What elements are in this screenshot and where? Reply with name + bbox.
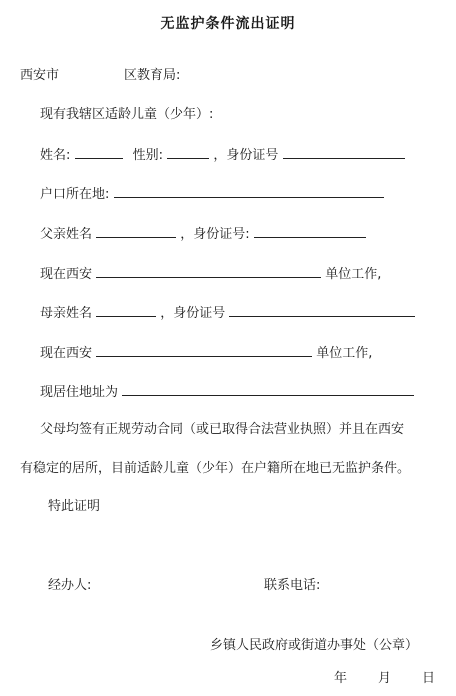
father-work-suffix: 单位工作, (325, 267, 382, 282)
father-id-label: ，身份证号: (180, 227, 250, 242)
date-day: 日 (422, 671, 436, 686)
hukou-label: 户口所在地: (40, 187, 110, 202)
handler-label: 经办人: (48, 578, 92, 593)
father-id-blank (254, 225, 366, 238)
addressee-city: 西安市 (20, 68, 60, 83)
mother-name-label: 母亲姓名 (40, 306, 93, 321)
gender-label: 性别: (132, 148, 164, 163)
child-id-label: ，身份证号 (213, 148, 279, 163)
mother-id-blank (229, 304, 415, 317)
father-row (40, 225, 366, 243)
date-month: 月 (378, 671, 392, 686)
mother-name-blank (96, 304, 156, 317)
hukou-row (40, 185, 384, 203)
residence-label: 现居住地址为 (40, 385, 119, 400)
addressee-bureau: 区教育局: (124, 68, 181, 83)
residence-blank (122, 383, 414, 396)
hukou-blank (114, 185, 384, 198)
certify-text: 特此证明 (48, 499, 101, 514)
body-line-2: 有稳定的居所，目前适龄儿童（少年）在户籍所在地已无监护条件。 (20, 461, 411, 476)
issuer-seal-label: 乡镇人民政府或街道办事处（公章） (210, 638, 419, 653)
document-title: 无监护条件流出证明 (160, 16, 296, 32)
father-work-prefix: 现在西安 (40, 267, 93, 282)
intro-text: 现有我辖区适龄儿童（少年）: (40, 107, 214, 122)
child-info-row (40, 146, 405, 164)
body-line-1: 父母均签有正规劳动合同（或已取得合法营业执照）并且在西安 (40, 422, 405, 437)
child-id-blank (283, 146, 405, 159)
father-work-row (40, 265, 381, 283)
mother-work-row (40, 344, 372, 362)
mother-id-label: ，身份证号 (160, 306, 226, 321)
phone-label: 联系电话: (264, 578, 321, 593)
mother-work-prefix: 现在西安 (40, 346, 93, 361)
residence-row (40, 383, 414, 401)
name-label: 姓名: (40, 148, 71, 163)
name-blank (75, 146, 123, 159)
father-work-blank (96, 265, 321, 278)
gender-blank (167, 146, 209, 159)
date-year: 年 (334, 671, 348, 686)
father-name-blank (96, 225, 176, 238)
mother-work-suffix: 单位工作, (316, 346, 373, 361)
father-name-label: 父亲姓名 (40, 227, 93, 242)
mother-row (40, 304, 415, 322)
mother-work-blank (96, 344, 312, 357)
